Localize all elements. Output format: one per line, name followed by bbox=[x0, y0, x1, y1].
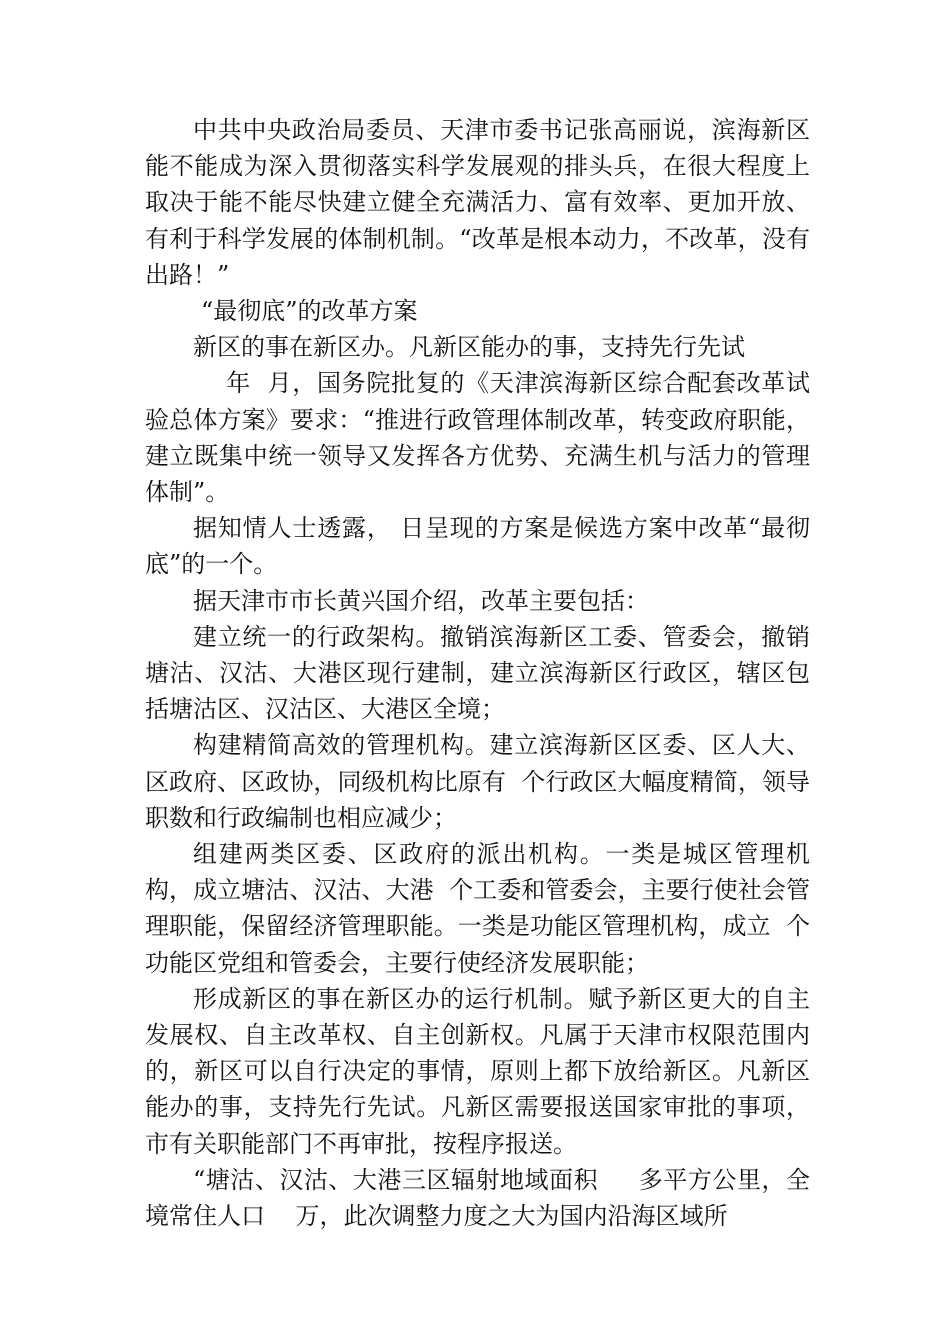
document-body bbox=[145, 112, 810, 1234]
paragraph-management-bodies: 构建精简高效的管理机构。建立滨海新区区委、区人大、区政府、区政协，同级机构比原有 个行政区大幅度精简，领导职数和行政编制也相应减少； bbox=[145, 731, 810, 832]
paragraph-mayor: 据天津市市长黄兴国介绍，改革主要包括： bbox=[193, 586, 649, 615]
paragraph-dispatched-agencies: 组建两类区委、区政府的派出机构。一类是城区管理机构，成立塘沽、汉沽、大港 个工委和管委会，主要行使社会管理职能，保留经济管理职能。一类是功能区管理机构，成立 个功能区党组和管委会，主要行使经济发展职能； bbox=[145, 840, 810, 977]
paragraph-state-council: 年 月，国务院批复的《天津滨海新区综合配套改革试验总体方案》要求：“推进行政管理体制改革，转变政府职能，建立既集中统一领导又发挥各方优势、充满生机与活力的管理体制”。 bbox=[145, 369, 810, 507]
paragraph-area-population: “塘沽、汉沽、大港三区辐射地域面积 多平方公里，全境常住人口 万，此次调整力度之大为国内沿海区域所 bbox=[145, 1165, 810, 1231]
section-heading: “最彻底”的改革方案 bbox=[201, 297, 418, 326]
paragraph-insider: 据知情人士透露， 日呈现的方案是候选方案中改革“最彻底”的一个。 bbox=[145, 514, 810, 579]
paragraph-operating-mechanism: 形成新区的事在新区办的运行机制。赋予新区更大的自主发展权、自主改革权、自主创新权。凡属于天津市权限范围内的，新区可以自行决定的事情，原则上都下放给新区。凡新区能办的事，支持先行先试。凡新区需要报送国家审批的事项，市有关职能部门不再审批，按程序报送。 bbox=[145, 984, 810, 1158]
paragraph-subheading: 新区的事在新区办。凡新区能办的事，支持先行先试 bbox=[193, 333, 745, 362]
paragraph-intro: 中共中央政治局委员、天津市委书记张高丽说，滨海新区能不能成为深入贯彻落实科学发展观的排头兵，在很大程度上取决于能不能尽快建立健全充满活力、富有效率、更加开放、有利于科学发展的体制机制。“改革是根本动力，不改革，没有出路！” bbox=[145, 116, 810, 289]
paragraph-admin-structure: 建立统一的行政架构。撤销滨海新区工委、管委会，撤销塘沽、汉沽、大港区现行建制，建立滨海新区行政区，辖区包括塘沽区、汉沽区、大港区全境； bbox=[145, 622, 810, 724]
